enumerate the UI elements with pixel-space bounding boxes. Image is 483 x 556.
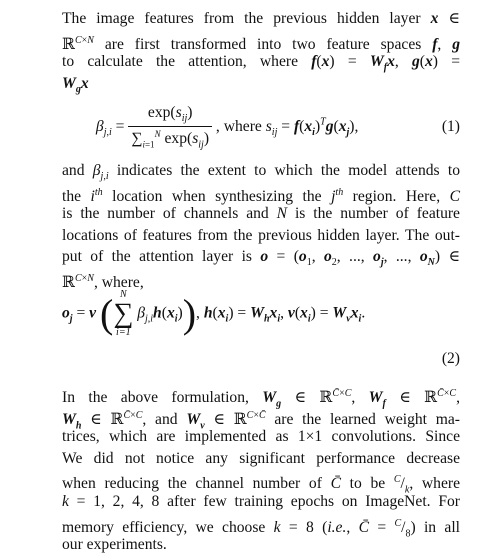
- equation-1: $\beta_{j,i}$ = $\frac{\exp(s_{ij})}{\sum_{i=1}^N \exp(s_{ij})}$ , where $s_{ij} = f(x_i)^Tg(x_j)$, (1): [95, 104, 460, 151]
- equation-2-number: (2): [441, 350, 460, 367]
- text-line: locations of features from the previous hidden layer. The out-: [62, 226, 460, 244]
- text-line: is the number of channels and N is the number of feature: [62, 205, 460, 223]
- text-line: k = 1, 2, 4, 8 after few training epochs on ImageNet. For: [62, 492, 460, 510]
- text-line: memory efficiency, we choose k = 8 (i.e., C̄ = $^C/_8$) in all: [62, 517, 460, 539]
- text-line: and $\beta_{j,i}$ indicates the extent to which the model attends to: [62, 162, 460, 183]
- paragraph-formulation: [62, 383, 460, 556]
- text-line: trices, which are implemented as 1×1 convolutions. Since: [62, 428, 460, 446]
- text-line: ℝ$^{C\times N}$ are first transformed into two feature spaces f, g: [62, 34, 461, 53]
- equation-1-fraction: $\frac{\exp(s_{ij})}{\sum_{i=1}^N \exp(s_{ij})}$: [128, 104, 212, 150]
- equation-2: $o_j = v$ ( N ∑ i=1 $\beta_{j,i}h(x_i)$), $h(x_i) = W_hx_i$, $v(x_i) = W_vx_i$.: [62, 289, 366, 338]
- paragraph-intro: [62, 8, 460, 94]
- text-line: ℝ$^{C\times N}$, where,: [62, 272, 144, 292]
- text-line: our experiments.: [62, 536, 167, 554]
- summation-symbol: N ∑ i=1: [113, 289, 134, 338]
- text-line: We did not notice any significant performance decrease: [62, 449, 460, 467]
- text-line: $W_h$ ∈ ℝ$^{C̄\times C}$, and $W_v$ ∈ ℝ$^{C\times C̄}$ are the learned weight ma-: [62, 409, 460, 431]
- text-line: the $i^{th}$ location when synthesizing the $j^{th}$ region. Here, C: [62, 186, 460, 205]
- paragraph-attention: [62, 160, 460, 290]
- equation-1-number: (1): [441, 118, 460, 135]
- text-line: when reducing the channel number of C̄ to be $^C/_k$, where: [62, 474, 460, 496]
- text-line: put of the attention layer is $o = (o_1$, $o_2$, ..., $o_j$, ..., $o_N$) ∈: [62, 248, 461, 269]
- text-line: to calculate the attention, where $f(x) = W_fx$, g(x) =: [62, 53, 460, 74]
- text-line: The image features from the previous hidden layer x ∈: [62, 10, 460, 27]
- text-line: $W_gx$: [62, 74, 89, 95]
- text-line: In the above formulation, $W_g$ ∈ ℝ$^{C̄\times C}$, $W_f$ ∈ ℝ$^{C̄\times C}$,: [62, 388, 460, 410]
